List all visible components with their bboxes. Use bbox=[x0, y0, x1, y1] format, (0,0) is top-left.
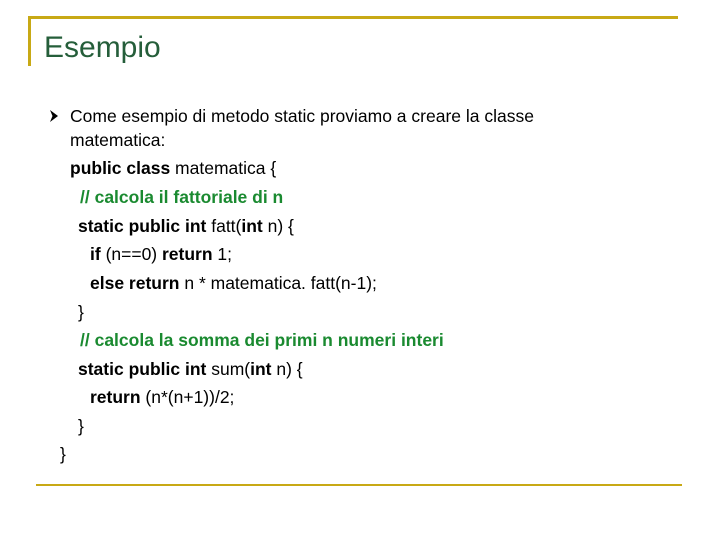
code-text: (n*(n+1))/2; bbox=[140, 387, 235, 407]
code-line-close-fatt: } bbox=[78, 302, 84, 322]
code-line-close-class: } bbox=[60, 444, 66, 464]
code-text: sum( bbox=[206, 359, 251, 379]
code-line-sum-signature bbox=[78, 357, 303, 381]
frame-left-rule bbox=[28, 16, 31, 66]
code-keyword: static public int bbox=[78, 216, 207, 236]
code-line-fatt-signature bbox=[78, 214, 294, 238]
slide-title: Esempio bbox=[44, 31, 161, 64]
code-line-return-sum bbox=[90, 385, 234, 409]
code-keyword: return bbox=[162, 244, 213, 264]
frame-top-rule bbox=[28, 16, 678, 19]
code-line-if bbox=[90, 242, 232, 266]
code-keyword: public class bbox=[70, 158, 171, 178]
code-text: n * matematica. fatt(n-1); bbox=[179, 273, 377, 293]
code-keyword: else return bbox=[90, 273, 180, 293]
code-keyword: int bbox=[241, 216, 263, 236]
code-line-else bbox=[90, 271, 377, 295]
code-keyword: static public int bbox=[78, 359, 207, 379]
arrow-bullet-icon bbox=[47, 109, 61, 123]
frame-bottom-rule bbox=[36, 484, 682, 486]
code-text: (n==0) bbox=[100, 244, 162, 264]
code-comment-sum: // calcola la somma dei primi n numeri interi bbox=[80, 330, 444, 350]
code-text: 1; bbox=[212, 244, 233, 264]
code-text: n) { bbox=[262, 216, 294, 236]
code-line-close-sum: } bbox=[78, 416, 84, 436]
code-keyword: if bbox=[90, 244, 101, 264]
code-text: n) { bbox=[271, 359, 303, 379]
code-comment-factorial: // calcola il fattoriale di n bbox=[80, 187, 284, 207]
code-text: matematica { bbox=[170, 158, 277, 178]
code-keyword: int bbox=[250, 359, 272, 379]
intro-line-2: matematica: bbox=[70, 130, 166, 150]
intro-line-1: Come esempio di metodo static proviamo a creare la classe bbox=[70, 106, 534, 126]
code-keyword: return bbox=[90, 387, 141, 407]
code-line-class bbox=[70, 156, 276, 180]
code-text: fatt( bbox=[206, 216, 242, 236]
